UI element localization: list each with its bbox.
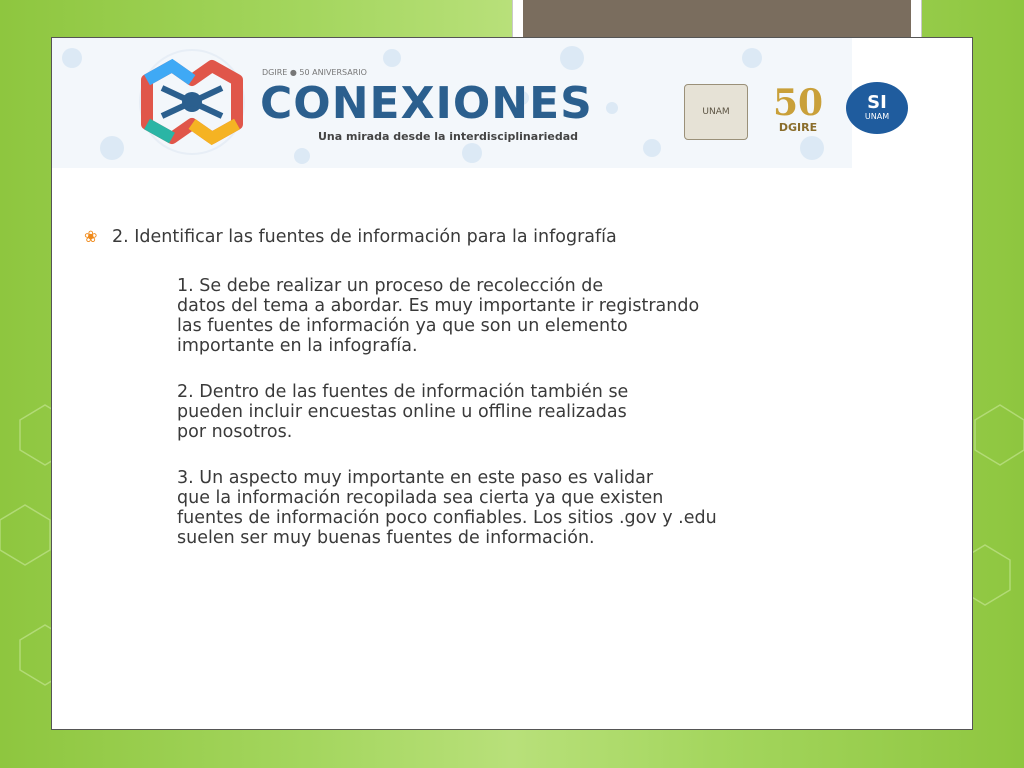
dgire-number: 50 [772, 81, 824, 124]
paragraph-2: 2. Dentro de las fuentes de información también se pueden incluir encuestas online u offline realizadas por nosotros. [177, 382, 629, 442]
si-label: SI [867, 92, 887, 113]
unam-emblem-label: UNAM [702, 107, 730, 117]
slide-content [84, 224, 844, 548]
bullet-item [84, 224, 844, 250]
dgire-name: DGIRE [778, 120, 818, 134]
banner-title: CONEXIONES [260, 78, 593, 129]
paragraph-1: 1. Se debe realizar un proceso de recolección de datos del tema a abordar. Es muy importante ir registrando las fuentes de información ya que son un elemento importante en la infografía. [177, 276, 700, 356]
si-unam-logo [846, 82, 908, 134]
dgire-logo [760, 80, 836, 138]
banner-top-text: DGIRE ● 50 ANIVERSARIO [262, 68, 367, 77]
bullet-icon: ❀ [84, 227, 98, 246]
bullet-text: 2. Identificar las fuentes de información para la infografía [112, 227, 617, 247]
top-bar-inner [523, 0, 911, 41]
paragraph-3: 3. Un aspecto muy importante en este paso es validar que la información recopilada sea cierta ya que existen fuentes de información poco confiables. Los sitios .gov y .edu suelen ser muy buenas fuentes de información. [177, 468, 717, 548]
si-sub-label: UNAM [864, 112, 890, 121]
banner-subtitle: Una mirada desde la interdisciplinariedad [318, 130, 579, 143]
unam-emblem-icon [684, 84, 748, 140]
top-decorative-bar [512, 0, 922, 42]
conexiones-logo-icon [140, 50, 244, 154]
institution-logos [678, 78, 918, 138]
